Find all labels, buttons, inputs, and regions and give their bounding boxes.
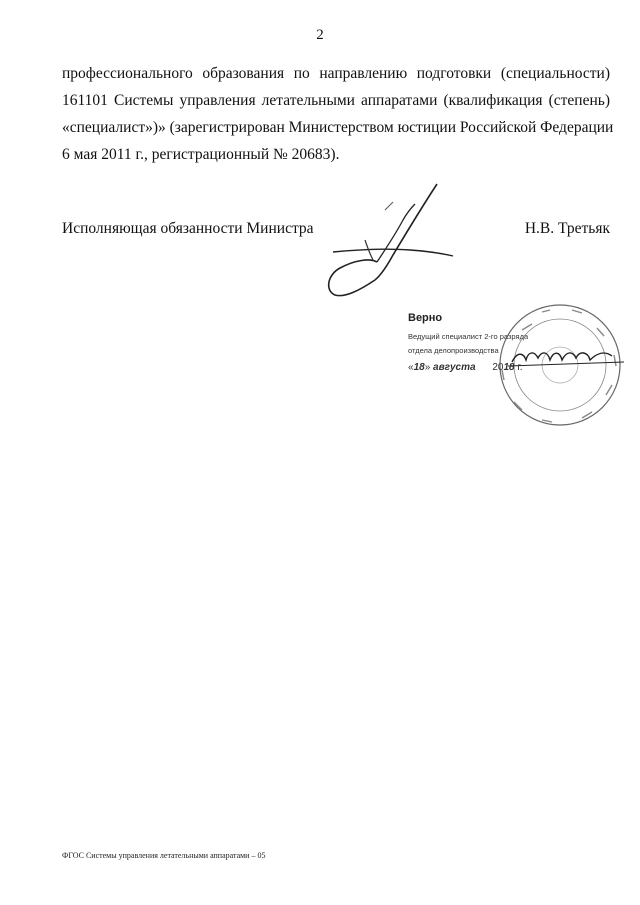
date-year-abbrev: г.	[517, 362, 523, 373]
date-month: августа	[433, 362, 476, 373]
handwritten-signer-name	[400, 300, 630, 430]
body-line-2: 161101 Системы управления летательными аппаратами (квалификация (степень)	[62, 92, 610, 109]
date-day: 18	[413, 362, 425, 373]
footer-text: ФГОС Системы управления летательными аппаратами – 05	[62, 851, 266, 860]
certification-heading: Верно	[408, 312, 443, 324]
body-line-3: «специалист»)» (зарегистрирован Министерством юстиции Российской Федерации	[62, 119, 614, 136]
date-year-suffix: 18	[503, 362, 515, 373]
date-year-prefix: 20	[492, 362, 504, 373]
body-line-4: 6 мая 2011 г., регистрационный № 20683).	[62, 146, 340, 163]
certifier-department: отдела делопроизводства	[408, 346, 499, 355]
date-open-quote: «	[408, 362, 414, 373]
certifier-position: Ведущий специалист 2-го разряда	[408, 332, 529, 341]
page-number: 2	[316, 27, 324, 43]
signatory-title: Исполняющая обязанности Министра	[62, 220, 314, 237]
body-line-1: профессионального образования по направлению подготовки (специальности)	[62, 65, 610, 82]
certification-block	[400, 300, 630, 430]
date-close-quote: »	[424, 362, 431, 373]
body-paragraph	[62, 60, 614, 168]
signature-image	[315, 180, 475, 310]
signatory-name: Н.В. Третьяк	[524, 220, 610, 237]
